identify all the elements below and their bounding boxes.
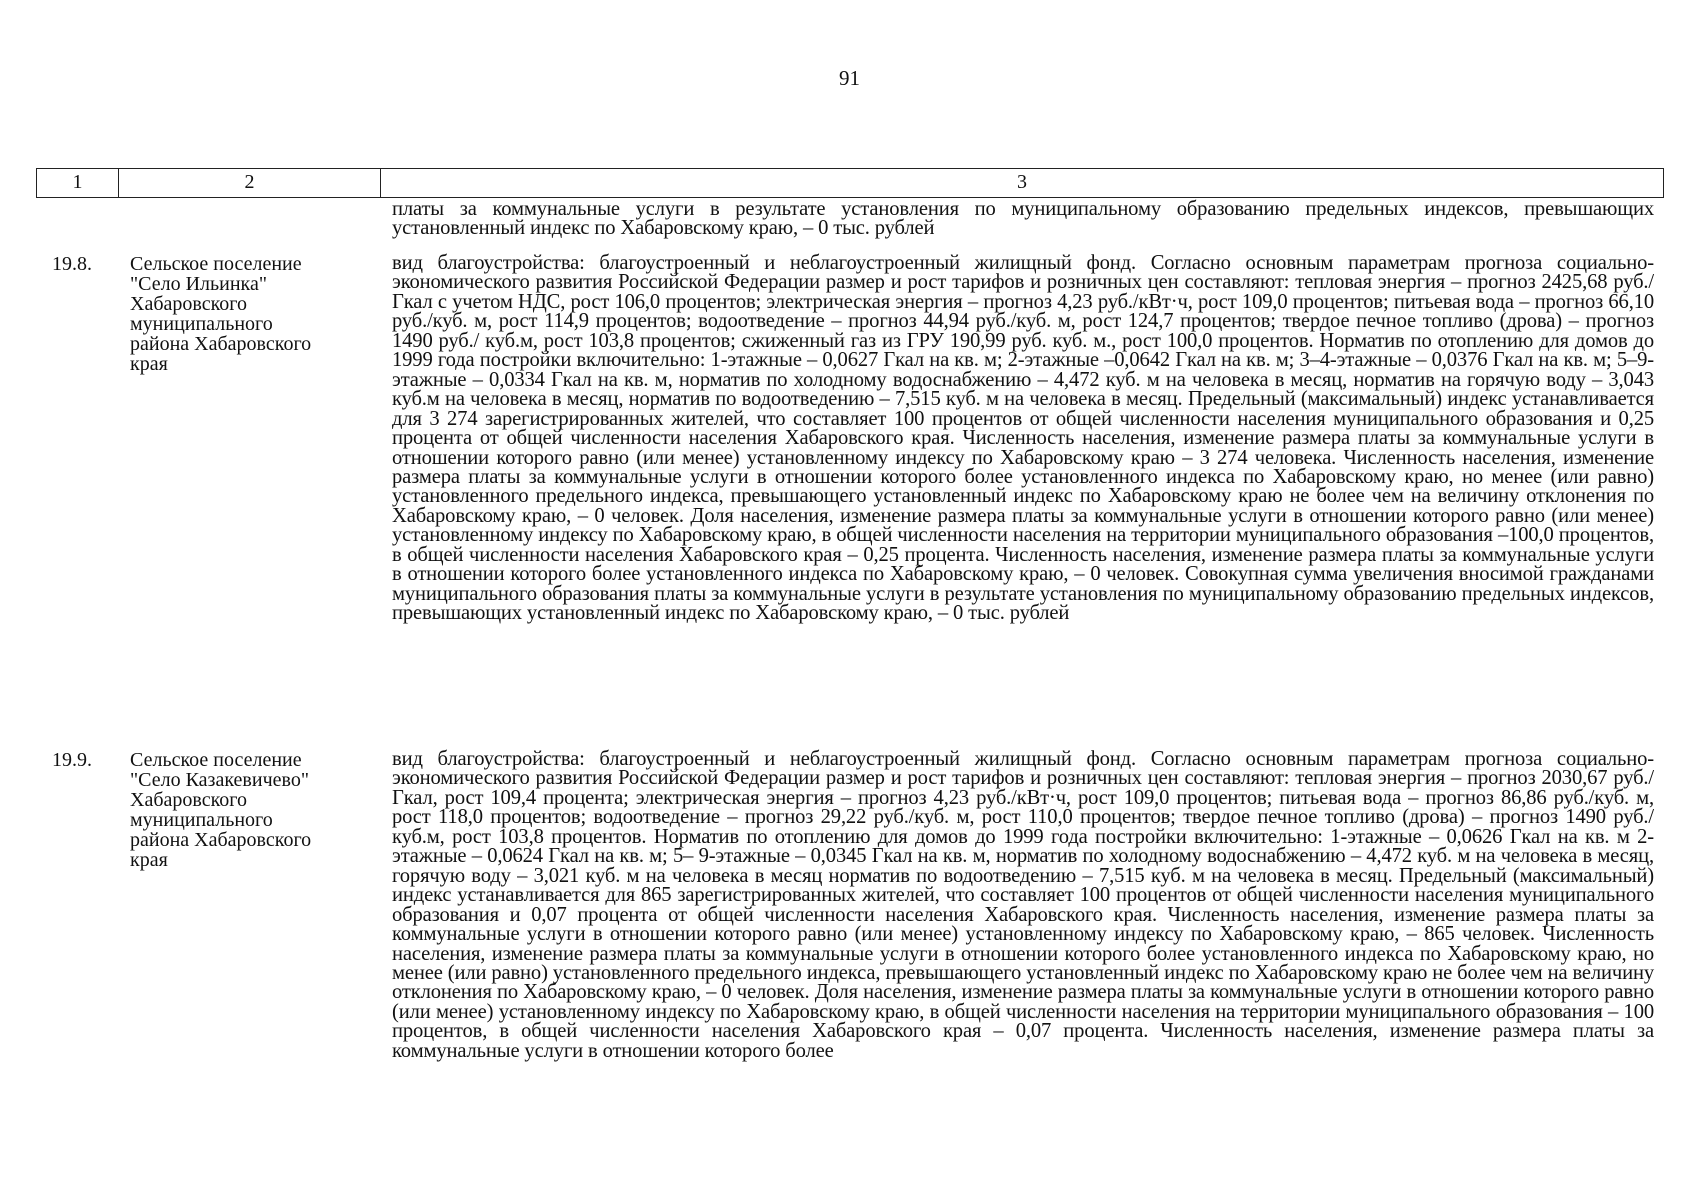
row-description: вид благоустройства: благоустроенный и неблагоустроенный жилищный фонд. Согласно основным параметрам прогноза социально-экономического развития Российской Федерации размер и рост тарифов и розничных цен составляют: тепловая энергия – прогноз 2030,67 руб./Гкал, рост 109,4 процента; электрическая энергия – прогноз 4,23 руб./кВт·ч, рост 109,0 процентов; питьевая вода – прогноз 86,86 руб./куб. м, рост 118,0 процентов; водоотведение – прогноз 29,22 руб./куб. м, рост 110,0 процентов; твердое печное топливо (дрова) – прогноз 1490 руб./ куб.м, рост 103,8 процентов. Норматив по отоплению для домов до 1999 года постройки включительно: 1-этажные – 0,0626 Гкал на кв. м 2-этажные – 0,0624 Гкал на кв. м; 5– 9-этажные – 0,0345 Гкал на кв. м, норматив по холодному водоснабжению – 4,472 куб. м на человека в месяц, горячую воду – 3,021 куб. м на человека в месяц норматив по водоотведению – 7,515 куб. м на человека в месяц. Предельный (максимальный) индекс устанавливается для 865 зарегистрированных жителей, что составляет 100 процентов от общей численности населения муниципального образования и 0,07 процента от общей численности населения Хабаровского края. Численность населения, изменение размера платы за коммунальные услуги в отношении которого равно (или менее) установленному индексу по Хабаровскому краю, – 865 человек. Численность населения, изменение размера платы за коммунальные услуги в отношении которого более установленного индекса по Хабаровскому краю, но менее (или равно) установленного предельного индекса, превышающего установленный индекс по Хабаровскому краю не более чем на величину отклонения по Хабаровскому краю, – 0 человек. Доля населения, изменение размера платы за коммунальные услуги в отношении которого равно (или менее) установленному индексу по Хабаровскому краю, в общей численности населения на территории муниципального образования – 100 процентов, в общей численности населения Хабаровского края – 0,07 процента. Численность населения, изменение размера платы за коммунальные услуги в отношении которого более	[392, 748, 1654, 1062]
row-municipality-name: Сельское поселение "Село Казакевичево" Хабаровского муниципального района Хабаровского края	[130, 749, 312, 871]
page-number: 91	[839, 66, 860, 90]
row-description: вид благоустройства: благоустроенный и неблагоустроенный жилищный фонд. Согласно основным параметрам прогноза социально-экономического развития Российской Федерации размер и рост тарифов и розничных цен составляют: тепловая энергия – прогноз 2425,68 руб./Гкал с учетом НДС, рост 106,0 процентов; электрическая энергия – прогноз 4,23 руб./кВт·ч, рост 109,0 процентов; питьевая вода – прогноз 66,10 руб./куб. м, рост 114,9 процентов; водоотведение – прогноз 44,94 руб./куб. м, рост 124,7 процентов; твердое печное топливо (дрова) – прогноз 1490 руб./ куб.м, рост 103,8 процентов; сжиженный газ из ГРУ 190,99 руб. куб. м., рост 100,0 процентов. Норматив по отоплению для домов до 1999 года постройки включительно: 1-этажные – 0,0627 Гкал на кв. м; 2-этажные –0,0642 Гкал на кв. м; 3–4-этажные – 0,0376 Гкал на кв. м; 5–9-этажные – 0,0334 Гкал на кв. м, норматив по холодному водоснабжению – 4,472 куб. м на человека в месяц, норматив на горячую воду – 3,043 куб.м на человека в месяц, норматив по водоотведению – 7,515 куб. м на человека в месяц. Предельный (максимальный) индекс устанавливается для 3 274 зарегистрированных жителей, что составляет 100 процентов от общей численности населения муниципального образования и 0,25 процента от общей численности населения Хабаровского края. Численность населения, изменение размера платы за коммунальные услуги в отношении которого равно (или менее) установленному индексу по Хабаровскому краю – 3 274 человека. Численность населения, изменение размера платы за коммунальные услуги в отношении которого более установленного индекса по Хабаровскому краю, но менее (или равно) установленного предельного индекса, превышающего установленный индекс по Хабаровскому краю не более чем на величину отклонения по Хабаровскому краю, – 0 человек. Доля населения, изменение размера платы за коммунальные услуги в отношении которого равно (или менее) установленному индексу по Хабаровскому краю, в общей численности населения на территории муниципального образования –100,0 процентов, в общей численности населения Хабаровского края – 0,25 процента. Численность населения, изменение размера платы за коммунальные услуги в отношении которого более установленного индекса по Хабаровскому краю, – 0 человек. Совокупная сумма увеличения вносимой гражданами муниципального образования платы за коммунальные услуги в результате установления по муниципальному образованию предельных индексов, превышающих установленный индекс по Хабаровскому краю, – 0 тыс. рублей	[392, 252, 1654, 625]
continuation-text: платы за коммунальные услуги в результате установления по муниципальному образованию предельных индексов, превышающих установленный индекс по Хабаровскому краю, – 0 тыс. рублей	[392, 198, 1654, 240]
row-number: 19.9.	[52, 749, 92, 771]
header-column-description: 3	[1017, 171, 1027, 193]
row-number: 19.8.	[52, 253, 92, 275]
row-municipality-name: Сельское поселение "Село Ильинка" Хабаровского муниципального района Хабаровского края	[130, 253, 312, 375]
header-column-number: 1	[37, 169, 119, 197]
table-header	[36, 168, 1664, 198]
header-column-name: 2	[119, 169, 381, 197]
